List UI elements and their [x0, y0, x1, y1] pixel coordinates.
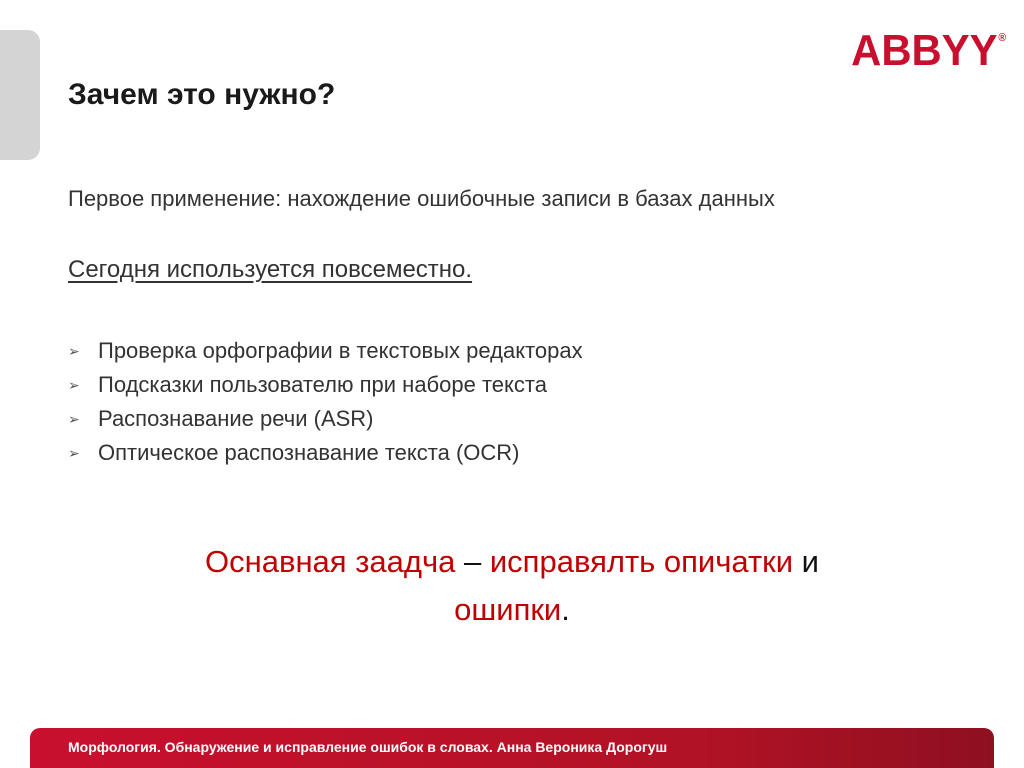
list-item: [68, 368, 583, 402]
main-task-part3: ошипки: [454, 592, 562, 627]
bullet-text: Проверка орфографии в текстовых редакторах: [98, 338, 583, 363]
arrow-bullet-icon: ➢: [68, 445, 80, 461]
abbyy-logo: [851, 26, 1006, 76]
main-task-part2: исправялть опичатки: [489, 544, 794, 579]
list-item: [68, 334, 583, 368]
bullet-text: Распознавание речи (ASR): [98, 406, 374, 431]
arrow-bullet-icon: ➢: [68, 411, 80, 427]
list-item: [68, 402, 583, 436]
arrow-bullet-icon: ➢: [68, 343, 80, 359]
bullet-text: Оптическое распознавание текста (OCR): [98, 440, 520, 465]
first-use-text: Первое применение: нахождение ошибочные записи в базах данных: [68, 186, 775, 211]
logo-text: ABBYY: [851, 26, 998, 75]
footer-text: Морфология. Обнаружение и исправление ошибок в словах. Анна Вероника Дорогуш: [68, 739, 668, 755]
slide-title: Зачем это нужно?: [68, 78, 336, 111]
main-task-dash: –: [455, 544, 490, 579]
bullet-list: [68, 334, 583, 470]
main-task-and: и: [793, 544, 819, 579]
registered-mark: ®: [998, 32, 1006, 44]
bullet-text: Подсказки пользователю при наборе текста: [98, 372, 547, 397]
footer-bar: [30, 728, 994, 768]
main-task-part1: Оснавная заадча: [205, 544, 456, 579]
today-text: Сегодня используется повсеместно.: [68, 256, 473, 283]
side-tab-decoration: [0, 30, 40, 160]
list-item: [68, 436, 583, 470]
main-task-end: .: [561, 592, 570, 627]
arrow-bullet-icon: ➢: [68, 377, 80, 393]
main-task-statement: [80, 538, 944, 634]
